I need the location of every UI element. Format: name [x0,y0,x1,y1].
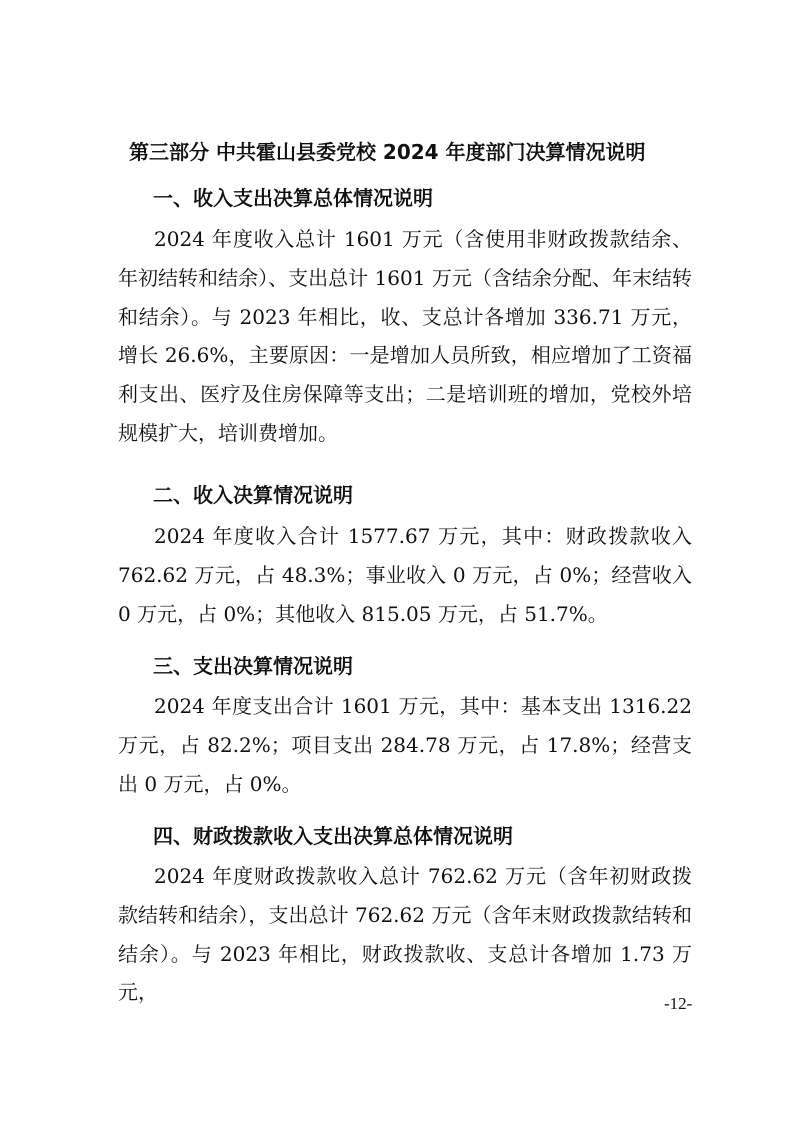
section-body-3: 2024 年度支出合计 1601 万元，其中：基本支出 1316.22 万元，占 82.2%；项目支出 284.78 万元，占 17.8%；经营支出 0 万元，占 0%。 [118,694,692,796]
document-title: 第三部分 中共霍山县委党校 2024 年度部门决算情况说明 [129,140,646,164]
section-body-4: 2024 年度财政拨款收入总计 762.62 万元（含年初财政拨款结转和结余），支出总计 762.62 万元（含年末财政拨款结转和结余）。与 2023 年相比，财政拨款收、支总计各增加 1.73 万元， [118,864,692,1005]
section-body-1: 2024 年度收入总计 1601 万元（含使用非财政拨款结余、年初结转和结余）、支出总计 1601 万元（含结余分配、年末结转和结余）。与 2023 年相比，收、支总计各增加 336.71 万元，增长 26.6%，主要原因：一是增加人员所致，相应增加了工资福利支出、医疗及住房保障等支出；二是培训班的增加，党校外培规模扩大，培训费增加。 [118,227,692,445]
page-number: -12- [664,994,693,1013]
section-body-2: 2024 年度收入合计 1577.67 万元，其中：财政拨款收入 762.62 万元，占 48.3%；事业收入 0 万元，占 0%；经营收入 0 万元，占 0%；其他收入 815.05 万元，占 51.7%。 [118,524,692,626]
section-heading-3: 三、支出决算情况说明 [153,654,353,678]
section-heading-2: 二、收入决算情况说明 [153,483,353,507]
section-heading-1: 一、收入支出决算总体情况说明 [153,186,433,210]
section-heading-4: 四、财政拨款收入支出决算总体情况说明 [153,824,513,848]
